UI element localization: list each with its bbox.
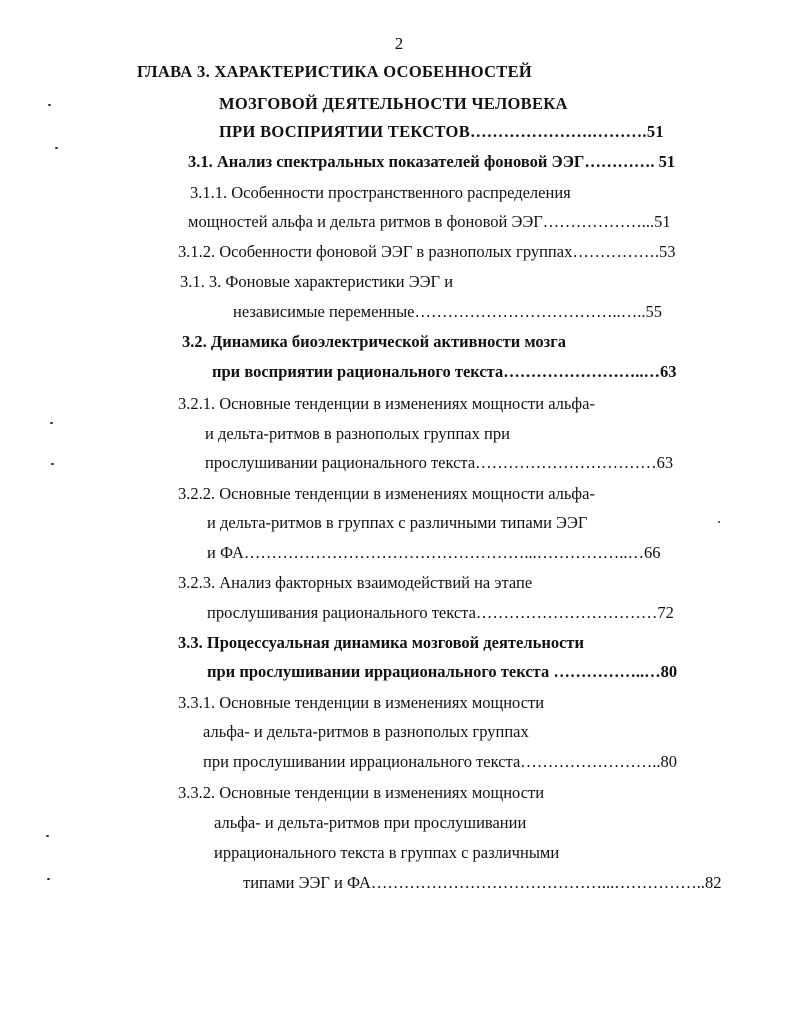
scan-speck [48,104,51,106]
page-number: 2 [394,34,404,53]
chapter-title-line-3: ПРИ ВОСПРИЯТИИ ТЕКСТОВ………………….……….51 [219,122,664,141]
scan-speck [50,422,53,424]
scan-speck [46,835,49,837]
subsection-3-2-2-line-2: и дельта-ритмов в группах с различными типами ЭЭГ [207,513,588,532]
subsection-3-2-1-line-2: и дельта-ритмов в разнополых группах при [205,424,510,443]
subsection-3-2-3-line-2: прослушивания рационального текста……………………………72 [207,603,674,622]
subsection-3-1-3-line-2: независимые переменные………………………………..…..55 [233,302,663,321]
section-3-3-line-2: при прослушивании иррационального текста ……………..…80 [207,662,678,681]
subsection-3-3-2-line-3: иррационального текста в группах с различными [214,843,560,862]
subsection-3-2-1-line-3: прослушивании рационального текста……………………………63 [205,453,674,472]
scan-speck [55,147,58,149]
subsection-3-2-3-line-1: 3.2.3. Анализ факторных взаимодействий на этапе [178,573,533,592]
chapter-title-line-2: МОЗГОВОЙ ДЕЯТЕЛЬНОСТИ ЧЕЛОВЕКА [219,94,568,113]
subsection-3-2-1-line-1: 3.2.1. Основные тенденции в изменениях мощности альфа- [178,394,595,413]
subsection-3-3-1-line-2: альфа- и дельта-ритмов в разнополых группах [203,722,529,741]
section-3-1: 3.1. Анализ спектральных показателей фоновой ЭЭГ…………. 51 [188,152,676,171]
subsection-3-1-2: 3.1.2. Особенности фоновой ЭЭГ в разнополых группах…………….53 [178,242,676,261]
subsection-3-3-1-line-3: при прослушивании иррационального текста……………………..80 [203,752,678,771]
subsection-3-2-2-line-1: 3.2.2. Основные тенденции в изменениях мощности альфа- [178,484,595,503]
subsection-3-3-2-line-1: 3.3.2. Основные тенденции в изменениях мощности [178,783,545,802]
section-3-2-line-2: при восприятии рационального текста……………………..…63 [212,362,677,381]
scan-speck [718,521,720,523]
subsection-3-3-2-line-4: типами ЭЭГ и ФА……………………………………...……………..82 [243,873,722,892]
scan-speck [47,878,50,880]
subsection-3-1-1-line-2: мощностей альфа и дельта ритмов в фоновой ЭЭГ………………...51 [188,212,671,231]
subsection-3-2-2-line-3: и ФА……………………………………………...……………..…66 [207,543,661,562]
subsection-3-3-2-line-2: альфа- и дельта-ритмов при прослушивании [214,813,527,832]
section-3-3-line-1: 3.3. Процессуальная динамика мозговой деятельности [178,633,585,652]
chapter-title-line-1: ГЛАВА 3. ХАРАКТЕРИСТИКА ОСОБЕННОСТЕЙ [137,62,533,81]
section-3-2-line-1: 3.2. Динамика биоэлектрической активности мозга [182,332,567,351]
subsection-3-3-1-line-1: 3.3.1. Основные тенденции в изменениях мощности [178,693,545,712]
subsection-3-1-1-line-1: 3.1.1. Особенности пространственного распределения [190,183,571,202]
scan-speck [51,463,54,465]
subsection-3-1-3-line-1: 3.1. 3. Фоновые характеристики ЭЭГ и [180,272,454,291]
